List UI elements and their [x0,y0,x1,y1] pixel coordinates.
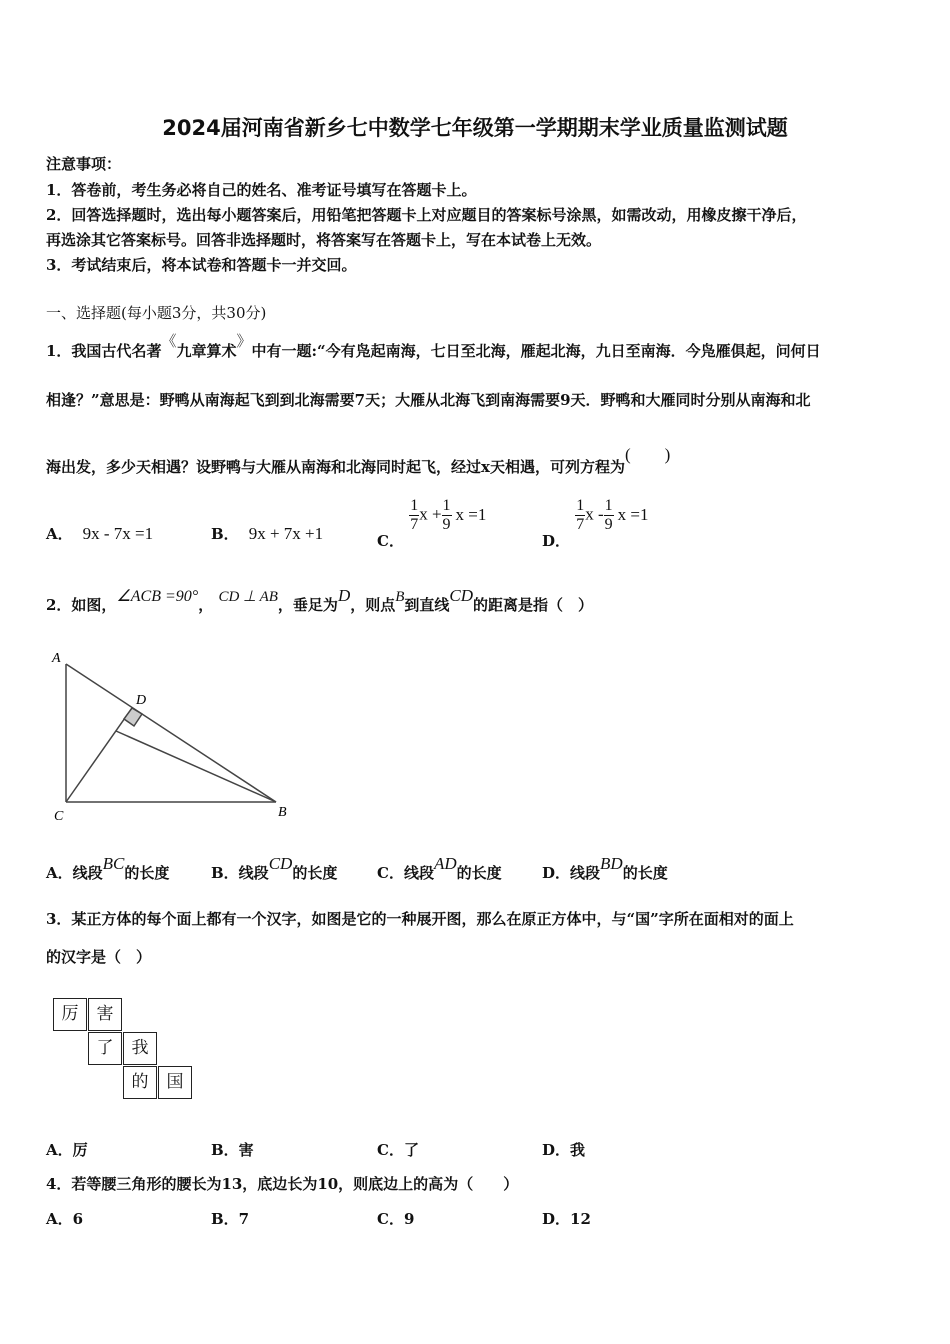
q4-option-b[interactable]: B．7 [211,1210,250,1228]
q4-option-a[interactable]: A．6 [46,1210,84,1228]
question-2-stem: 2．如图，∠ACB =90°， CD ⊥ AB，垂足为D，则点B到直线CD的距离是指（ ） [46,586,594,614]
right-angle-mark [124,708,142,726]
q3-option-a[interactable]: A．厉 [46,1141,88,1159]
q2-option-c[interactable]: C．线段AD的长度 [377,854,502,882]
net-cell: 我 [123,1032,157,1065]
label-a: A [52,651,61,666]
net-cell: 了 [88,1032,122,1065]
question-1-line-3: 海出发，多少天相遇？设野鸭与大雁从南海和北海同时起飞，经过x天相遇，可列方程为( ) [46,445,671,476]
notice-item: 1．答卷前，考生务必将自己的姓名、准考证号填写在答题卡上。 [46,181,477,199]
net-cell: 厉 [53,998,87,1031]
q2-option-a[interactable]: A．线段BC的长度 [46,854,170,882]
q2-option-d[interactable]: D．线段BD的长度 [542,854,668,882]
net-cell: 的 [123,1066,157,1099]
q3-option-b[interactable]: B．害 [211,1141,254,1159]
triangle-figure [44,646,294,826]
q3-option-c[interactable]: C．了 [377,1141,419,1159]
label-b: B [278,805,287,820]
q4-option-d[interactable]: D．12 [542,1210,591,1228]
question-3-line-1: 3．某正方体的每个面上都有一个汉字，如图是它的一种展开图，那么在原正方体中，与“国”字所在面相对的面上 [46,910,794,928]
net-cell: 害 [88,998,122,1031]
q1-option-d[interactable]: D． $\frac{1}{7}$ x - $\frac{1}{9}$ x =1 [542,497,649,550]
question-4-stem: 4．若等腰三角形的腰长为13，底边长为10，则底边上的高为（ ） [46,1175,519,1193]
question-1-line-2: 相逢？”意思是：野鸭从南海起飞到到北海需要7天；大雁从北海飞到南海需要9天．野鸭和大雁同时分别从南海和北 [46,391,811,409]
section-heading: 一、选择题(每小题3分，共30分) [46,304,267,322]
segment-ab [66,664,276,802]
q1-option-a[interactable]: A． 9x - 7x =1 [46,524,154,543]
q3-option-d[interactable]: D．我 [542,1141,586,1159]
net-cell: 国 [158,1066,192,1099]
notice-item: 再选涂其它答案标号。回答非选择题时，将答案写在答题卡上，写在本试卷上无效。 [46,231,602,249]
question-3-line-2: 的汉字是（ ） [46,948,152,966]
notice-item: 3．考试结束后，将本试卷和答题卡一并交回。 [46,256,357,274]
segment-cd [66,708,132,802]
label-c: C [54,809,64,824]
q4-option-c[interactable]: C．9 [377,1210,415,1228]
segment-b-to-cd [116,731,276,802]
q2-option-b[interactable]: B．线段CD的长度 [211,854,338,882]
q1-option-b[interactable]: B． 9x + 7x +1 [211,524,324,543]
label-d: D [136,693,147,708]
notice-item: 2．回答选择题时，选出每小题答案后，用铅笔把答题卡上对应题目的答案标号涂黑，如需改动，用橡皮擦干净后， [46,206,807,224]
notice-heading: 注意事项： [46,155,122,173]
page-title: 2024届河南省新乡七中数学七年级第一学期期末学业质量监测试题 [162,116,788,140]
q1-option-c[interactable]: C． $\frac{1}{7}$ x + $\frac{1}{9}$ x =1 [377,497,487,550]
question-1-line-1: 1．我国古代名著《九章算术》中有一题:“今有凫起南海，七日至北海，雁起北海，九日至南海．今凫雁俱起，问何日 [46,332,821,360]
